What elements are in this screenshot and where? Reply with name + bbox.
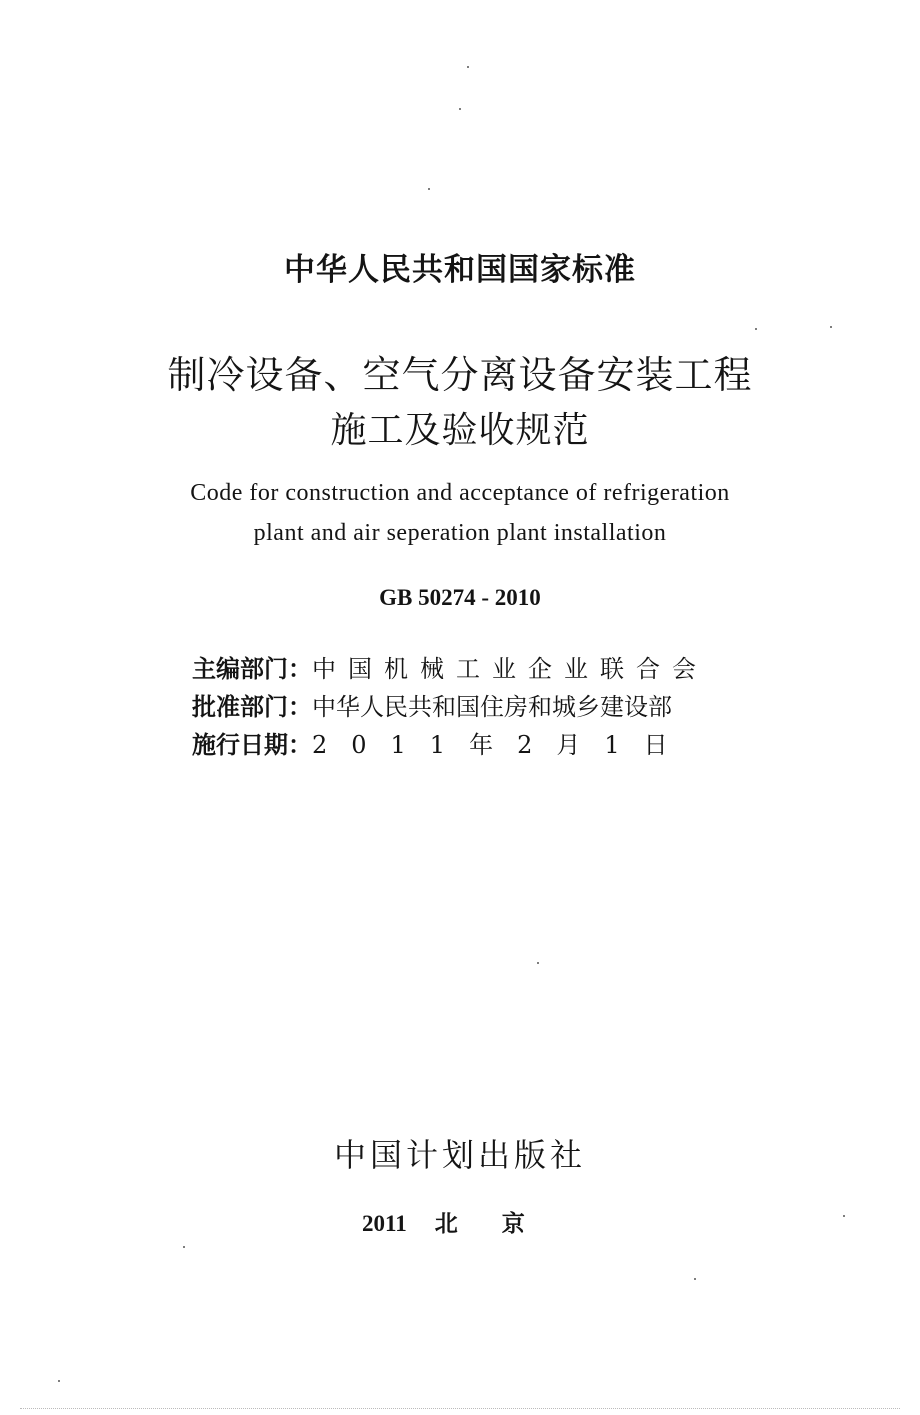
scan-speck [459,108,461,110]
approval-label: 批准部门： [192,693,312,721]
scan-speck [830,326,832,328]
metadata-block [192,650,752,764]
scan-speck [537,962,539,964]
chief-editor-value: 中国机械工业企业联合会 [312,655,708,683]
standard-number: GB 50274 - 2010 [379,585,541,610]
scan-speck [467,66,469,68]
document-subtitle-cn: 施工及验收规范 [330,410,590,451]
scan-edge-dots [20,1408,900,1409]
document-title-cn: 制冷设备、空气分离设备安装工程 [167,353,753,397]
scan-speck [183,1246,185,1248]
approval-row [192,688,752,726]
effective-date-label: 施行日期： [192,731,312,759]
scan-speck [755,328,757,330]
approval-value: 中华人民共和国住房和城乡建设部 [312,693,672,721]
scan-speck [58,1380,60,1382]
publication-year: 2011 [362,1211,407,1236]
publication-place [362,1205,525,1238]
standard-category: 中华人民共和国国家标准 [284,252,636,288]
effective-date-value: 2011年2月1日 [312,731,692,759]
publication-city-part1: 北 [434,1211,458,1236]
document-title-en-line2: plant and air seperation plant installation [253,520,667,546]
publisher-name: 中国计划出版社 [333,1136,586,1174]
publication-city-part2: 京 [501,1211,525,1236]
scan-speck [694,1278,696,1280]
scan-speck [428,188,430,190]
chief-editor-label: 主编部门： [192,655,312,683]
document-title-en-line1: Code for construction and acceptance of refrigeration [190,480,730,506]
chief-editor-row [192,650,752,688]
effective-date-row [192,726,752,764]
scan-speck [843,1215,845,1217]
